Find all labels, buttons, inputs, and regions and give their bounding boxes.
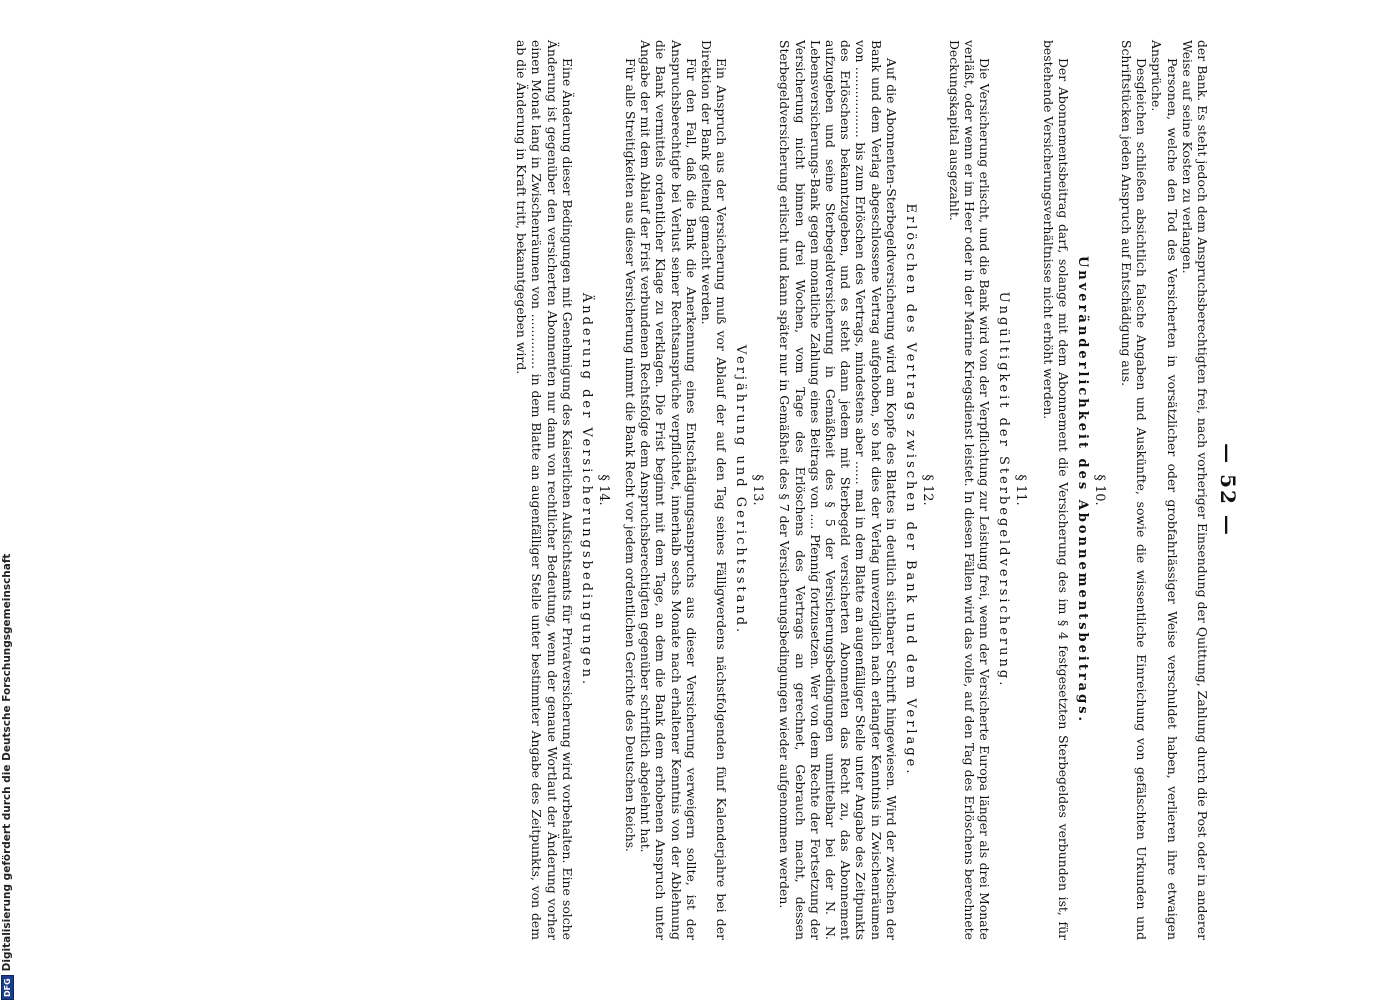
section-paragraph: Eine Änderung dieser Bedingungen mit Genehmigung des Kaiserlichen Aufsichtsamts für Privatversicherung wird vorbehalten. Eine solche Änderung ist gegenüber den versicherten Abonnenten nur dann von rechtlicher Bedeutung, wenn der genaue Wortlaut der Änderung vorher einen Monat lang in Zwischenräumen von .............. in dem Blatte an augenfälliger Stelle unter bestimmter Angabe des Zeitpunkts, von dem ab die Änderung in Kraft tritt, bekanntgegeben wird. bbox=[514, 40, 575, 940]
section-number: § 14. bbox=[595, 474, 611, 506]
section-number: § 10. bbox=[1091, 474, 1107, 506]
section-number: § 13. bbox=[750, 474, 766, 506]
intro-paragraph-2: Personen, welche den Tod des Versicherten in vorsätzlicher oder grobfahrlässiger Weise verschuldet haben, verlieren ihre etwaigen Ansprüche. bbox=[1149, 40, 1180, 940]
section-title: Änderung der Versicherungsbedingungen. bbox=[578, 292, 594, 688]
digitization-credit bbox=[0, 553, 14, 1000]
credit-text: Digitalisierung gefördert durch die Deutsche Forschungsgemeinschaft bbox=[1, 553, 13, 972]
section-paragraph: Für alle Streitigkeiten aus dieser Versicherung nimmt die Bank Recht vor jedem ordentlichen Gerichte des Deutschen Reichs. bbox=[622, 58, 638, 852]
section-paragraph: Auf die Abonnenten-Sterbegeldversicherung wird am Kopfe des Blattes in deutlich sichtbarer Schrift hingewiesen. Wird der zwischen der Bank und dem Verlag abgeschlossene Vertrag aufgehoben, so hat dies der Verlag unverzüglich nach erlangter Kenntnis in Zwischenräumen von .................. bis zum Erlöschen des Vertrags, mindestens aber ...... mal in dem Blatte an augenfälliger Stelle unter Angabe des Zeitpunkts des Erlöschens bekanntzugeben, und es steht dann jedem mit Sterbegeld versicherten Abonnenten das Recht zu, das Abonnement aufzugeben und seine Sterbegeldversicherung in Gemäßheit des § 5 der Versicherungsbedingungen unmittelbar bei der N. N. Lebensversicherungs-Bank gegen monatliche Zahlung eines Beitrags von .... Pfennig fortzusetzen. Wer von dem Rechte der Fortsetzung der Versicherung nicht binnen drei Wochen, vom Tage des Erlöschens des Vertrags an gerechnet, Gebrauch macht, dessen Sterbegeldversicherung erlischt und kann später nur in Gemäßheit des § 7 der Versicherungsbedingungen wieder aufgenommen werden. bbox=[777, 40, 899, 940]
section-11 bbox=[947, 40, 1029, 940]
section-title: Ungültigkeit der Sterbegeldversicherung. bbox=[996, 291, 1012, 689]
section-title: Erlöschen des Vertrags zwischen der Bank und dem Verlage. bbox=[902, 203, 918, 777]
section-number: § 12. bbox=[919, 474, 935, 506]
section-14 bbox=[514, 40, 611, 940]
page-number: — 52 — bbox=[1216, 443, 1240, 537]
intro-paragraph-3: Desgleichen schließen absichtlich falsche Angaben und Auskünfte, sowie die wissentliche Einreichung von gefälschten Urkunden und Schriftstücken jeden Anspruch auf Entschädigung aus. bbox=[1118, 40, 1150, 940]
section-paragraph: Die Versicherung erlischt, und die Bank wird von der Verpflichtung zur Leistung frei, wenn der Versicherte Europa länger als drei Monate verläßt, oder wenn er im Heer oder in der Marine Kriegsdienst leistet. In diesen Fällen wird das volle, auf den Tag des Erlöschens berechnete Deckungskapital ausgezahlt. bbox=[946, 40, 993, 940]
section-13 bbox=[623, 40, 765, 940]
section-paragraph: Der Abonnementsbeitrag darf, solange mit dem Abonnement die Versicherung des im § 4 festgesetzten Sterbegeldes verbunden ist, für bestehende Versicherungsverhältnisse nicht erhöht werden. bbox=[1040, 40, 1071, 940]
intro-paragraph-1: der Bank. Es steht jedoch dem Anspruchsberechtigten frei, nach vorheriger Einsendung der Quittung, Zahlung durch die Post oder in anderer Weise auf seine Kosten zu verlangen. bbox=[1179, 40, 1210, 940]
document-page bbox=[120, 40, 1240, 940]
section-12 bbox=[777, 40, 935, 940]
section-number: § 11. bbox=[1013, 474, 1029, 506]
section-paragraph: Für den Fall, daß die Bank die Anerkennung eines Entschädigungsanspruchs aus dieser Versicherung verweigern sollte, ist der Anspruchsberechtigte bei Verlust seiner Rechtsansprüche verpflichtet, innerhalb sechs Monate nach erhaltener Kenntnis von der Ablehnung die Bank vermittels ordentlicher Klage zu verklagen. Die Frist beginnt mit dem Tage, an dem die Bank dem erhobenen Anspruch unter Angabe der mit dem Ablauf der Frist verbundenen Rechtsfolge dem Anspruchsberechtigten gegenüber schriftlich abgelehnt hat. bbox=[638, 40, 699, 940]
section-title: Unveränderlichkeit des Abonnementsbeitrags. bbox=[1074, 255, 1090, 725]
section-paragraph: Ein Anspruch aus der Versicherung muß vor Ablauf der auf den Tag seines Fälligwerdens nächstfolgenden fünf Kalenderjahre bei der Direktion der Bank geltend gemacht werden. bbox=[698, 40, 730, 940]
section-title: Verjährung und Gerichtsstand. bbox=[733, 344, 749, 636]
dfg-logo-icon: DFG bbox=[1, 975, 14, 1000]
section-10 bbox=[1040, 40, 1106, 940]
